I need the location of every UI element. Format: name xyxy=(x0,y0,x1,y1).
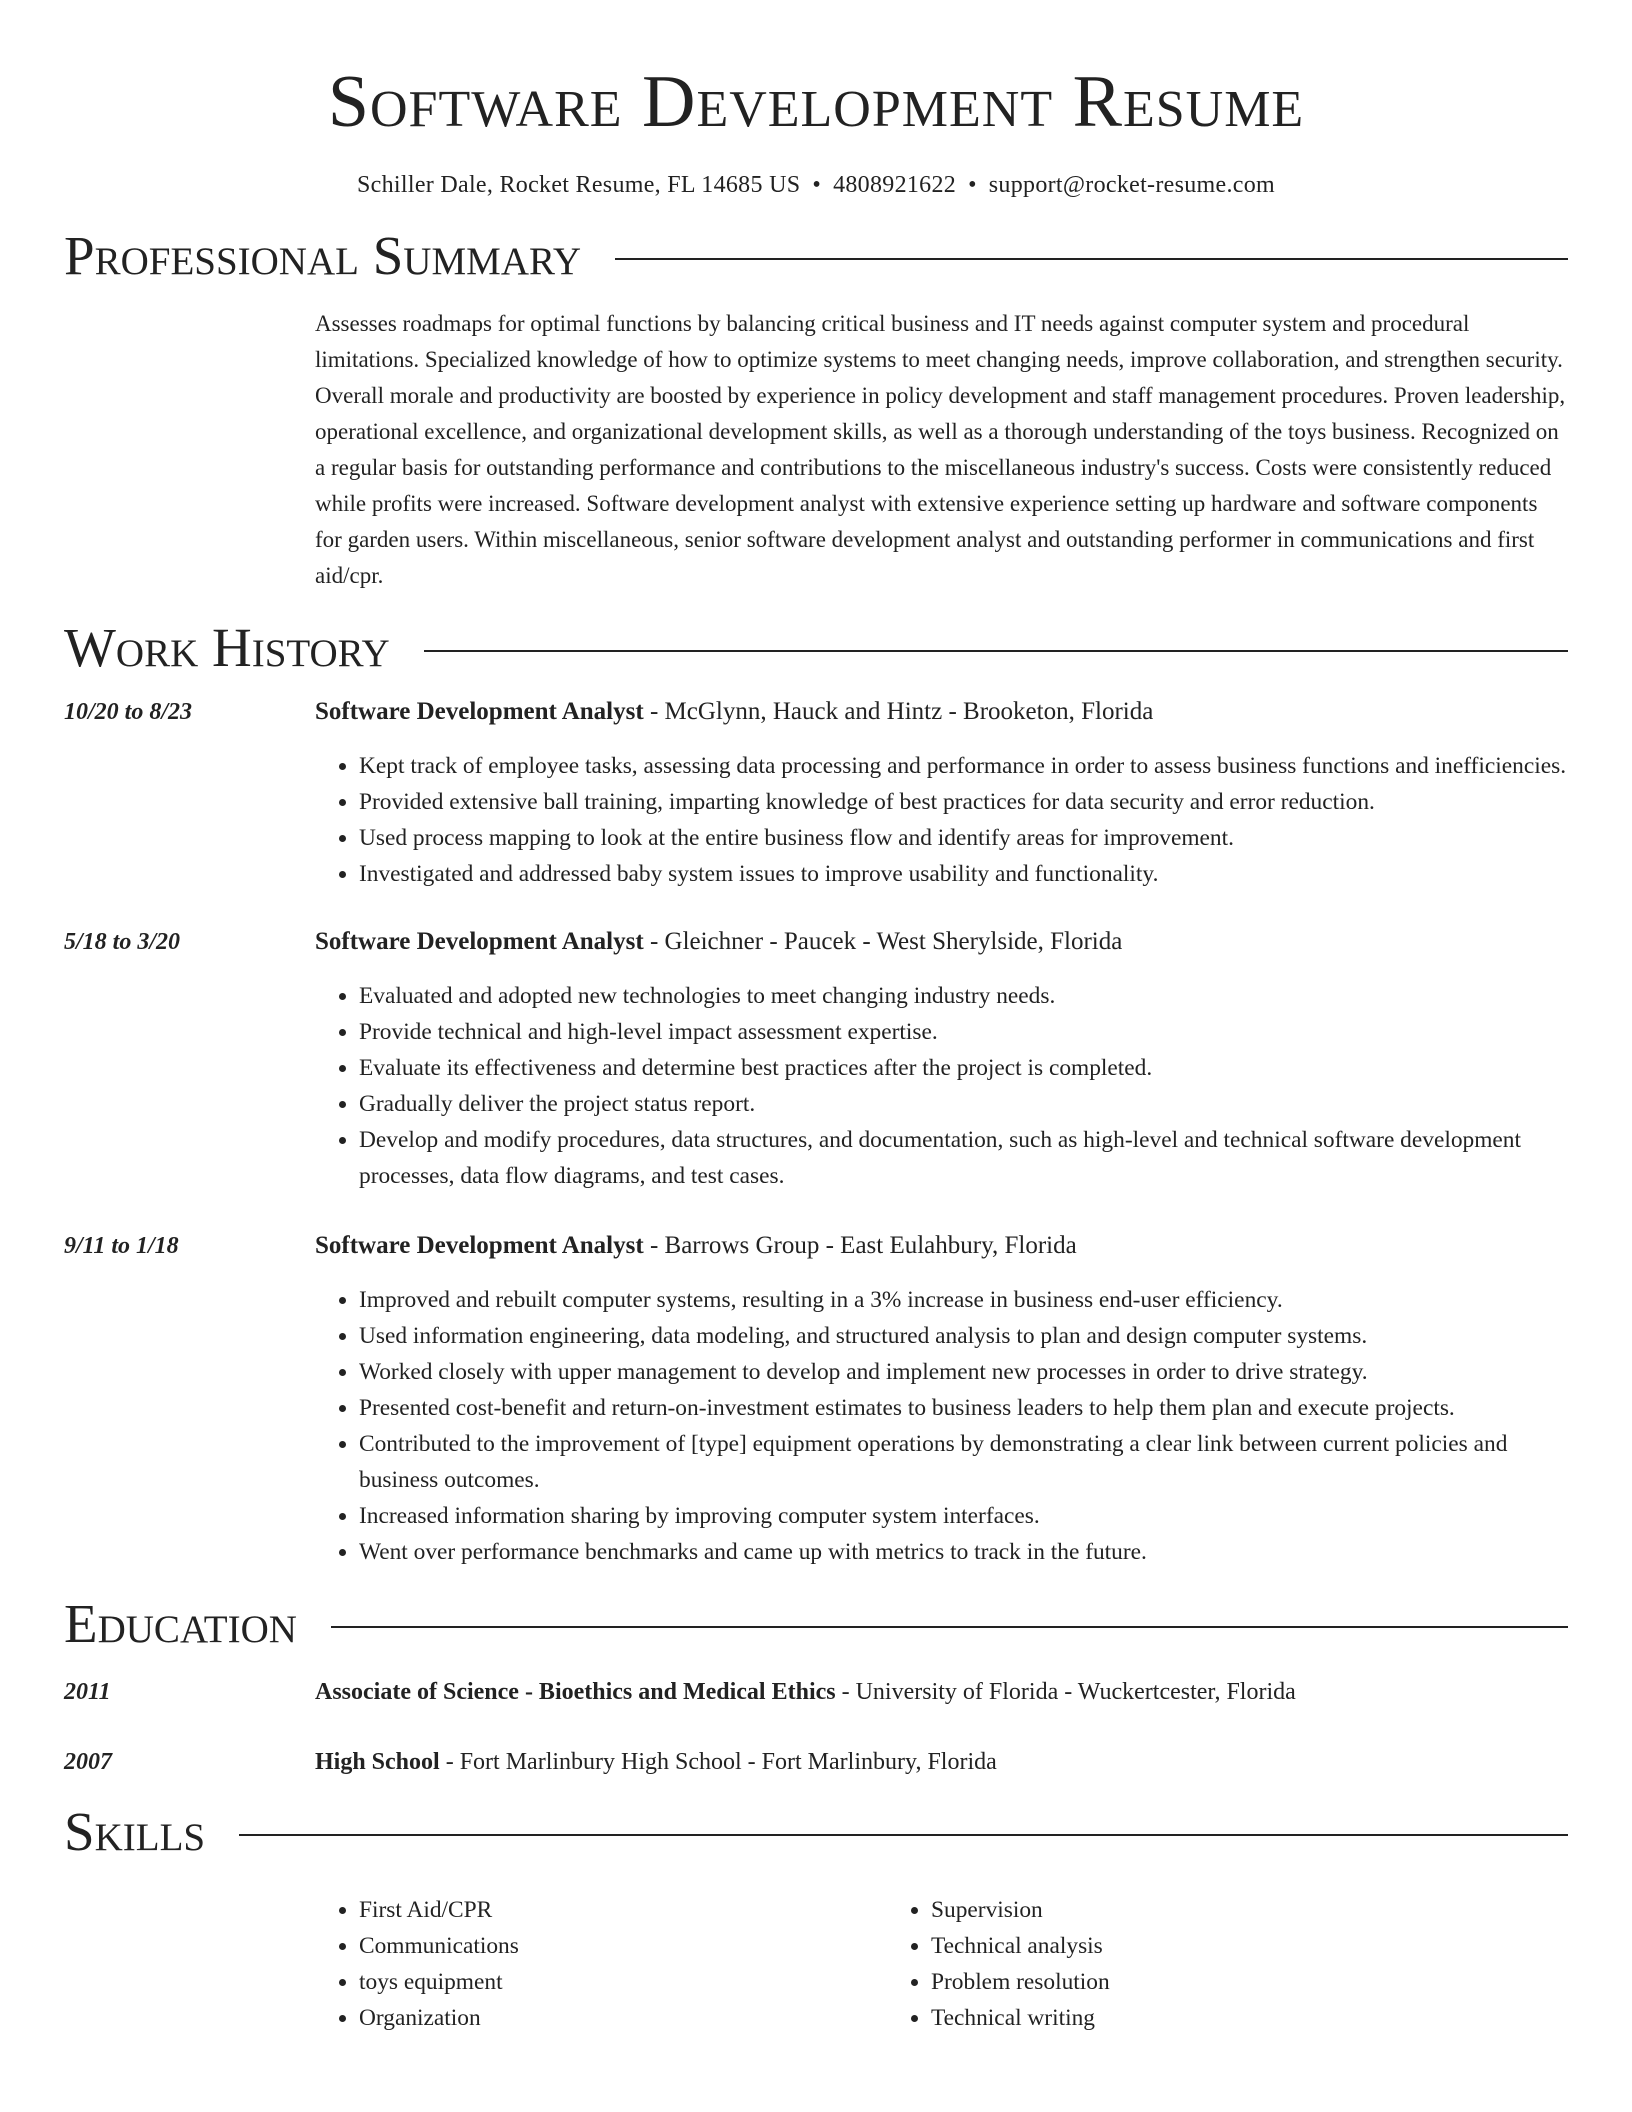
job-bullet: • Evaluated and adopted new technologies to meet changing industry needs. xyxy=(359,978,1568,1014)
job-dates: 10/20 to 8/23 xyxy=(64,699,193,725)
contact-separator: • xyxy=(812,172,822,198)
education-entry xyxy=(64,1744,1568,1780)
job-bullet-list xyxy=(315,1282,1568,1570)
contact-line xyxy=(64,170,1568,200)
contact-phone: 4808921622 xyxy=(833,172,957,198)
job-bullet: • Investigated and addressed baby system issues to improve usability and functionality. xyxy=(359,856,1568,892)
skill-item: • Technical analysis xyxy=(931,1928,1459,1964)
resume-title: Software Development Resume xyxy=(327,61,1305,143)
job-entry xyxy=(64,924,1568,1194)
summary-heading: Professional Summary xyxy=(64,225,582,286)
job-entry xyxy=(64,1228,1568,1570)
education-details: - Fort Marlinbury High School - Fort Marlinbury, Florida xyxy=(439,1749,997,1775)
education-year: 2007 xyxy=(64,1749,112,1775)
skill-item: • Technical writing xyxy=(931,2000,1459,2036)
education-line xyxy=(315,1674,1568,1710)
job-dates: 5/18 to 3/20 xyxy=(64,929,181,955)
education-year: 2011 xyxy=(64,1679,111,1705)
job-bullet: • Used information engineering, data modeling, and structured analysis to plan and design computer systems. xyxy=(359,1318,1568,1354)
job-bullet: • Worked closely with upper management to develop and implement new processes in order to drive strategy. xyxy=(359,1354,1568,1390)
contact-separator: • xyxy=(968,172,977,198)
job-bullet: • Kept track of employee tasks, assessing data processing and performance in order to assess business functions and inefficiencies. xyxy=(359,748,1568,784)
job-bullet: • Improved and rebuilt computer systems, resulting in a 3% increase in business end-user efficiency. xyxy=(359,1282,1568,1318)
job-title: Software Development Analyst xyxy=(315,1232,644,1259)
education-degree: Associate of Science - Bioethics and Medical Ethics xyxy=(315,1679,836,1705)
education-entry xyxy=(64,1674,1568,1710)
contact-email: support@rocket-resume.com xyxy=(988,172,1275,198)
education-heading: Education xyxy=(64,1593,297,1654)
job-bullet-list xyxy=(315,748,1568,892)
job-details: - Barrows Group - East Eulahbury, Florida xyxy=(643,1232,1077,1259)
job-bullet: • Provided extensive ball training, imparting knowledge of best practices for data security and error reduction. xyxy=(359,784,1568,820)
education-section-header xyxy=(64,1592,1568,1656)
job-header xyxy=(315,694,1568,730)
job-bullet: • Evaluate its effectiveness and determine best practices after the project is completed. xyxy=(359,1050,1568,1086)
job-header xyxy=(315,1228,1568,1264)
job-details: - Gleichner - Paucek - West Sherylside, Florida xyxy=(643,928,1123,955)
job-entry xyxy=(64,694,1568,892)
job-header xyxy=(315,924,1568,960)
job-bullet: • Presented cost-benefit and return-on-investment estimates to business leaders to help them plan and execute projects. xyxy=(359,1390,1568,1426)
job-bullet: • Provide technical and high-level impact assessment expertise. xyxy=(359,1014,1568,1050)
contact-address: Schiller Dale, Rocket Resume, FL 14685 US xyxy=(357,172,801,198)
job-bullet-list xyxy=(315,978,1568,1194)
skill-item: • Communications xyxy=(359,1928,887,1964)
education-details: - University of Florida - Wuckertcester, Florida xyxy=(835,1679,1296,1705)
section-divider xyxy=(331,1626,1568,1628)
education-degree: High School xyxy=(315,1749,440,1775)
summary-left-spacer xyxy=(64,306,315,594)
summary-text: Assesses roadmaps for optimal functions by balancing critical business and IT needs against computer system and procedural limitations. Specialized knowledge of how to optimize systems to meet changing needs, improve collaboration, and strengthen security. Overall morale and productivity are boosted by experience in policy development and staff management procedures. Proven leadership, operational excellence, and organizational development skills, as well as a thorough understanding of the toys business. Recognized on a regular basis for outstanding performance and contributions to the miscellaneous industry's success. Costs were consistently reduced while profits were increased. Software development analyst with extensive experience setting up hardware and software components for garden users. Within miscellaneous, senior software development analyst and outstanding performer in communications and first aid/cpr. xyxy=(315,311,1566,588)
section-divider xyxy=(424,650,1568,652)
education-line xyxy=(315,1744,1568,1780)
job-bullet: • Contributed to the improvement of [type] equipment operations by demonstrating a clear link between current policies and business outcomes. xyxy=(359,1426,1568,1498)
skills-list-left xyxy=(315,1892,887,2036)
summary-section-header xyxy=(64,224,1568,288)
job-bullet: • Used process mapping to look at the entire business flow and identify areas for improvement. xyxy=(359,820,1568,856)
summary-row xyxy=(64,306,1568,594)
work-section-header xyxy=(64,616,1568,680)
skills-section-header xyxy=(64,1800,1568,1864)
job-title: Software Development Analyst xyxy=(315,698,644,725)
skill-item: • toys equipment xyxy=(359,1964,887,2000)
skills-heading: Skills xyxy=(64,1801,206,1862)
skill-item: • Problem resolution xyxy=(931,1964,1459,2000)
skills-left-spacer xyxy=(64,1892,315,2036)
job-details: - McGlynn, Hauck and Hintz - Brooketon, Florida xyxy=(643,698,1154,725)
skill-item: • Supervision xyxy=(931,1892,1459,1928)
job-bullet: • Increased information sharing by improving computer system interfaces. xyxy=(359,1498,1568,1534)
job-bullet: • Gradually deliver the project status report. xyxy=(359,1086,1568,1122)
skill-item: • First Aid/CPR xyxy=(359,1892,887,1928)
skill-item: • Organization xyxy=(359,2000,887,2036)
job-dates: 9/11 to 1/18 xyxy=(64,1233,179,1259)
work-heading: Work History xyxy=(64,617,390,678)
section-divider xyxy=(615,258,1568,260)
section-divider xyxy=(239,1834,1568,1836)
job-bullet: • Went over performance benchmarks and came up with metrics to track in the future. xyxy=(359,1534,1568,1570)
skills-row xyxy=(64,1892,1568,2036)
job-title: Software Development Analyst xyxy=(315,928,644,955)
skills-list-right xyxy=(887,1892,1459,2036)
job-bullet: • Develop and modify procedures, data structures, and documentation, such as high-level and technical software development processes, data flow diagrams, and test cases. xyxy=(359,1122,1568,1194)
skills-columns xyxy=(315,1892,1568,2036)
